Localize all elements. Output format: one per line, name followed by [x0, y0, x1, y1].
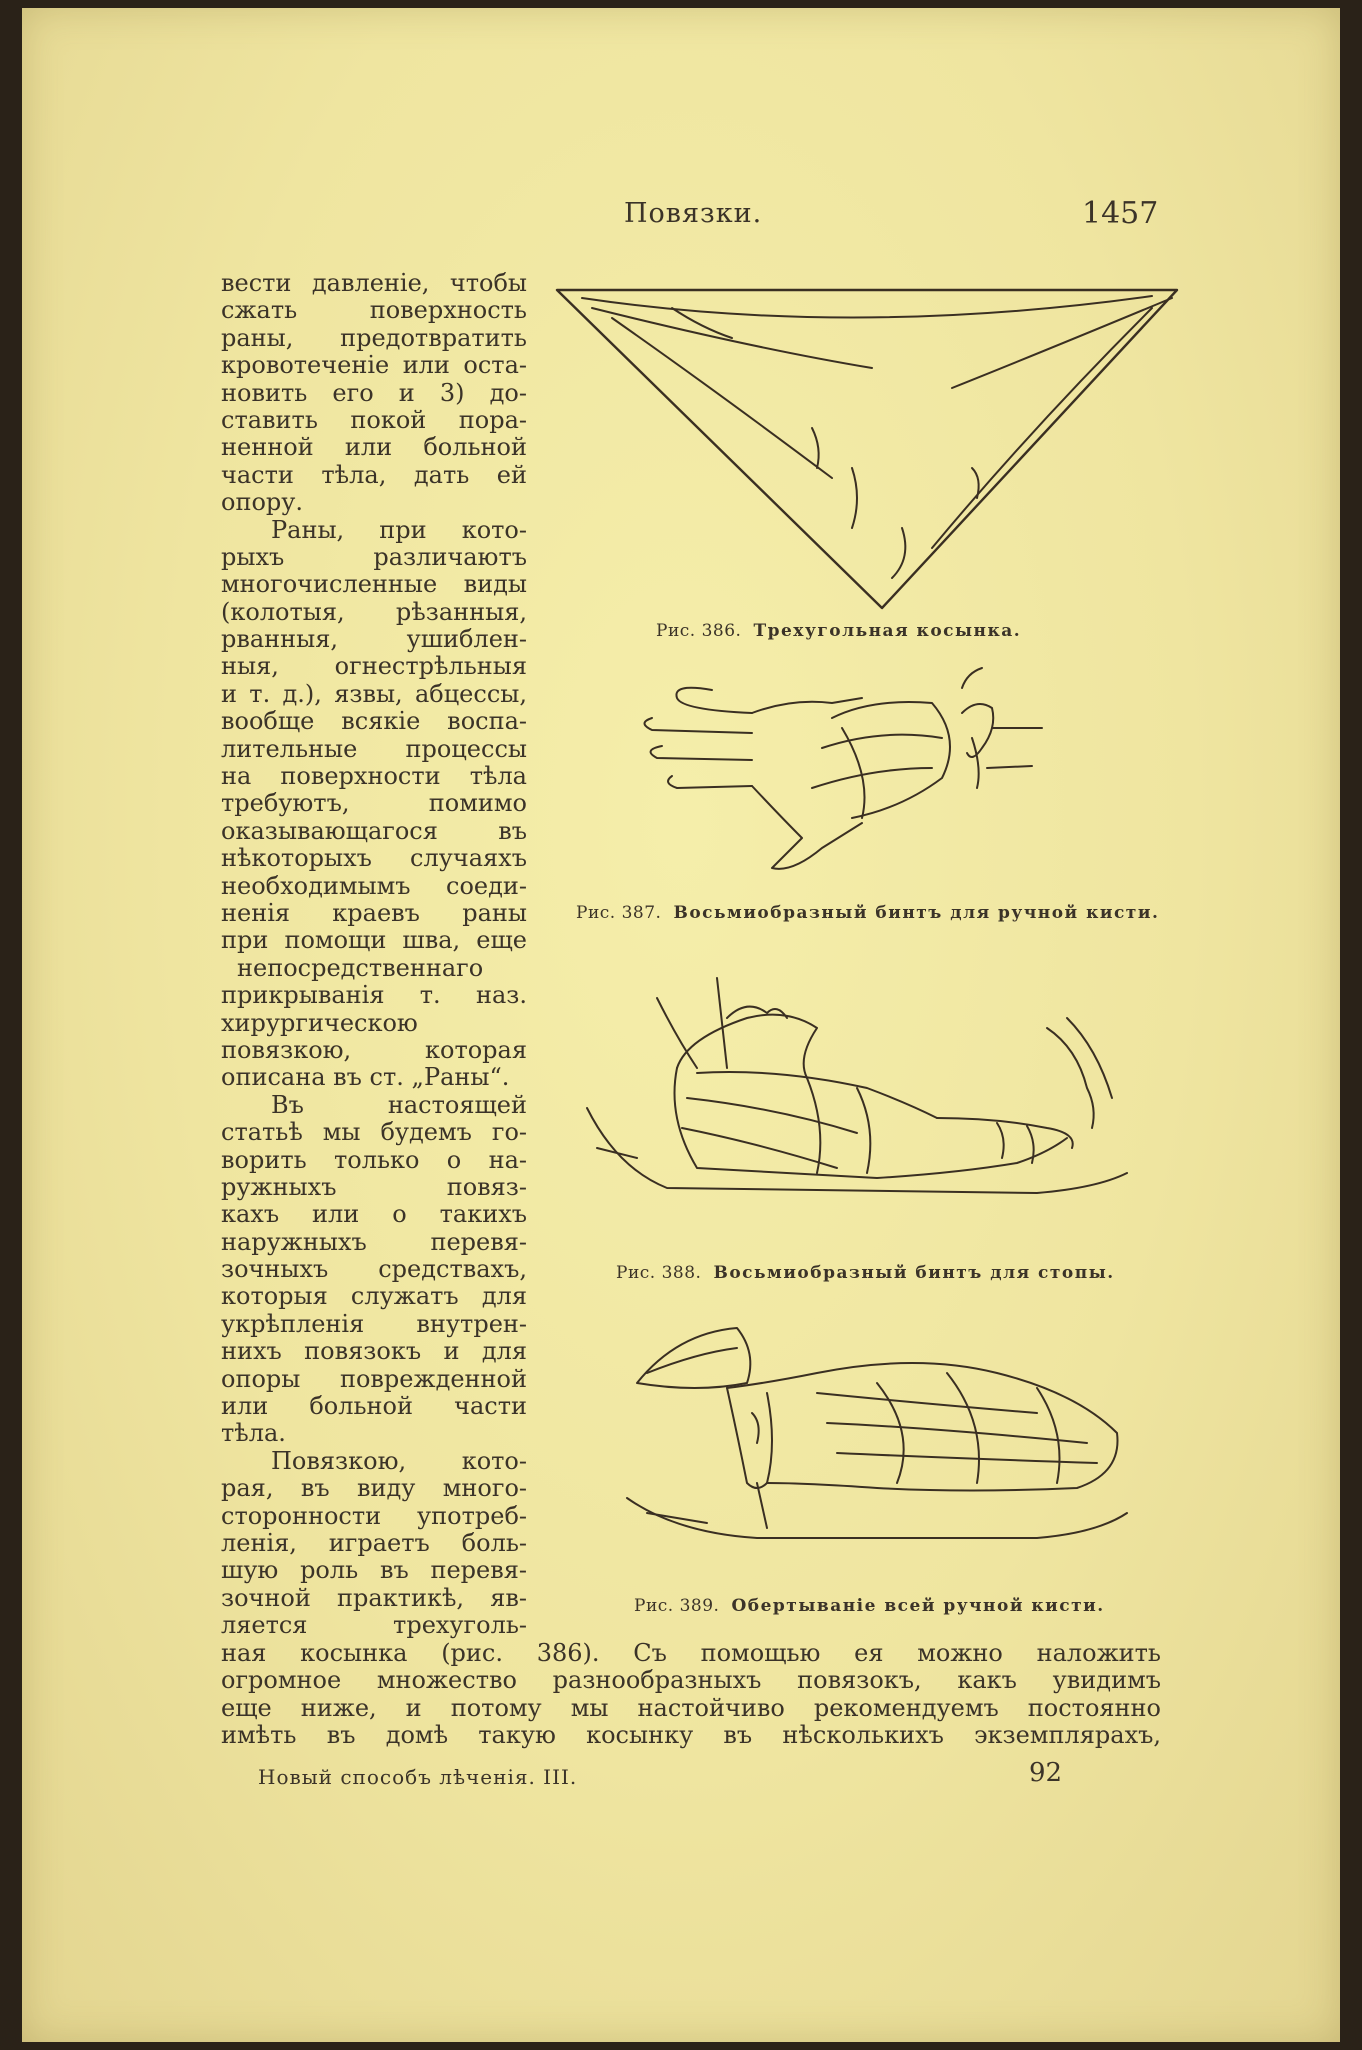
- body-text-line: Въ настоящей: [271, 1090, 527, 1119]
- body-text-line: (колотыя, рѣзанныя,: [221, 597, 527, 626]
- hand-bandage-illustration: [632, 658, 1052, 888]
- body-text-line: раны, предотвратить: [221, 323, 527, 352]
- body-text-line: новить его и 3) до-: [221, 378, 527, 407]
- foot-bandage-illustration: [577, 958, 1137, 1238]
- body-text-line: рванныя, ушиблен-: [221, 625, 527, 654]
- body-text-line: зочной практикѣ, яв-: [221, 1583, 527, 1612]
- body-text-line: статьѣ мы будемъ го-: [221, 1118, 527, 1147]
- body-text-line: опоры поврежденной: [221, 1364, 527, 1393]
- body-text-line: ная косынка (рис. 386). Съ помощью ея можно наложить: [221, 1639, 1161, 1667]
- body-text-line: ныя, огнестрѣльныя: [221, 652, 527, 681]
- body-text-line: непосредственнаго: [237, 953, 484, 982]
- triangular-bandage-illustration: [552, 278, 1182, 618]
- body-text-line: при помощи шва, еще: [221, 926, 527, 955]
- body-text-line: повязкою, которая: [221, 1035, 527, 1064]
- body-text-line: и т. д.), язвы, абцессы,: [221, 679, 527, 708]
- body-text-line: нѣкоторыхъ случаяхъ: [221, 844, 527, 873]
- body-text-line: прикрыванія т. наз.: [221, 981, 527, 1010]
- body-text-line: рыхъ различаютъ: [221, 542, 527, 571]
- body-text-line: сжать поверхность: [221, 296, 527, 325]
- body-text-line: которыя служатъ для: [221, 1282, 527, 1311]
- body-text-line: ружныхъ повяз-: [221, 1172, 527, 1201]
- body-text-line: еще ниже, и потому мы настойчиво рекомендуемъ постоянно: [221, 1693, 1161, 1722]
- body-text-line: требуютъ, помимо: [221, 789, 527, 818]
- body-text-line: ленія, играетъ боль-: [221, 1528, 527, 1557]
- body-text-line: необходимымъ соеди-: [221, 871, 527, 900]
- figure-388-title: Восьмиобразный бинтъ для стопы.: [713, 1263, 1115, 1283]
- body-text-line: тѣла.: [221, 1419, 286, 1448]
- body-text-line: ненія краевъ раны: [221, 898, 527, 927]
- figure-387-number: Рис. 387.: [576, 903, 662, 923]
- page-number: 1457: [1082, 196, 1159, 231]
- body-text-line: оказывающагося въ: [221, 816, 527, 845]
- body-text-line: зочныхъ средствахъ,: [221, 1255, 527, 1284]
- body-text-line: на поверхности тѣла: [221, 762, 527, 791]
- body-text-full-width: [221, 1640, 1161, 1750]
- figure-387-caption: [576, 903, 1159, 923]
- body-text-line: наружныхъ перевя-: [221, 1227, 527, 1256]
- book-page: [22, 8, 1340, 2042]
- body-text-line: многочисленные виды: [221, 570, 527, 599]
- body-text-line: нихъ повязокъ и для: [221, 1337, 527, 1366]
- body-text-line: рая, въ виду много-: [221, 1474, 527, 1503]
- body-text-line: кахъ или о такихъ: [221, 1200, 527, 1229]
- body-text-line: ворить только о на-: [221, 1145, 527, 1174]
- footer-book-title: Новый способъ лѣченія. III.: [258, 1765, 578, 1789]
- figure-389-number: Рис. 389.: [634, 1596, 720, 1616]
- body-text-line: вести давленіе, чтобы: [221, 269, 527, 297]
- body-text-line: опору.: [221, 488, 304, 517]
- body-text-line: сторонности употреб-: [221, 1501, 527, 1530]
- body-text-line: имѣть въ домѣ такую косынку въ нѣсколькихъ экземплярахъ,: [221, 1721, 1161, 1750]
- body-text-column: [221, 270, 527, 1640]
- wrapped-hand-illustration: [617, 1313, 1137, 1573]
- body-text-line: Раны, при кото-: [271, 515, 527, 544]
- figure-387-title: Восьмиобразный бинтъ для ручной кисти.: [673, 903, 1160, 923]
- body-text-line: ставить покой пора-: [221, 405, 527, 434]
- body-text-line: хирургическою: [221, 1008, 418, 1037]
- body-text-line: описана въ ст. „Раны“.: [221, 1063, 510, 1092]
- body-text-line: Повязкою, кото-: [271, 1446, 527, 1475]
- body-text-line: шую роль въ перевя-: [221, 1556, 527, 1585]
- body-text-line: части тѣла, дать ей: [221, 460, 527, 489]
- figure-389-caption: [634, 1596, 1105, 1616]
- body-text-line: или больной части: [221, 1392, 527, 1421]
- footer-signature: 92: [1029, 1758, 1063, 1788]
- body-text-line: лительные процессы: [221, 734, 527, 763]
- body-text-line: ненной или больной: [221, 433, 527, 462]
- body-text-line: кровотеченіе или оста-: [221, 351, 527, 380]
- running-header-title: Повязки.: [624, 198, 763, 229]
- figure-388-number: Рис. 388.: [616, 1263, 702, 1283]
- body-text-line: вообще всякіе воспа-: [221, 707, 527, 736]
- body-text-line: огромное множество разнообразныхъ повязокъ, какъ увидимъ: [221, 1666, 1161, 1695]
- body-text-line: ляется трехуголь-: [221, 1611, 527, 1640]
- figure-386-number: Рис. 386.: [656, 621, 742, 641]
- figure-386-title: Трехугольная косынка.: [753, 621, 1022, 641]
- figure-389-title: Обертываніе всей ручной кисти.: [731, 1596, 1105, 1616]
- figure-386-caption: [656, 621, 1021, 641]
- body-text-line: укрѣпленія внутрен-: [221, 1309, 527, 1338]
- figure-388-caption: [616, 1263, 1115, 1283]
